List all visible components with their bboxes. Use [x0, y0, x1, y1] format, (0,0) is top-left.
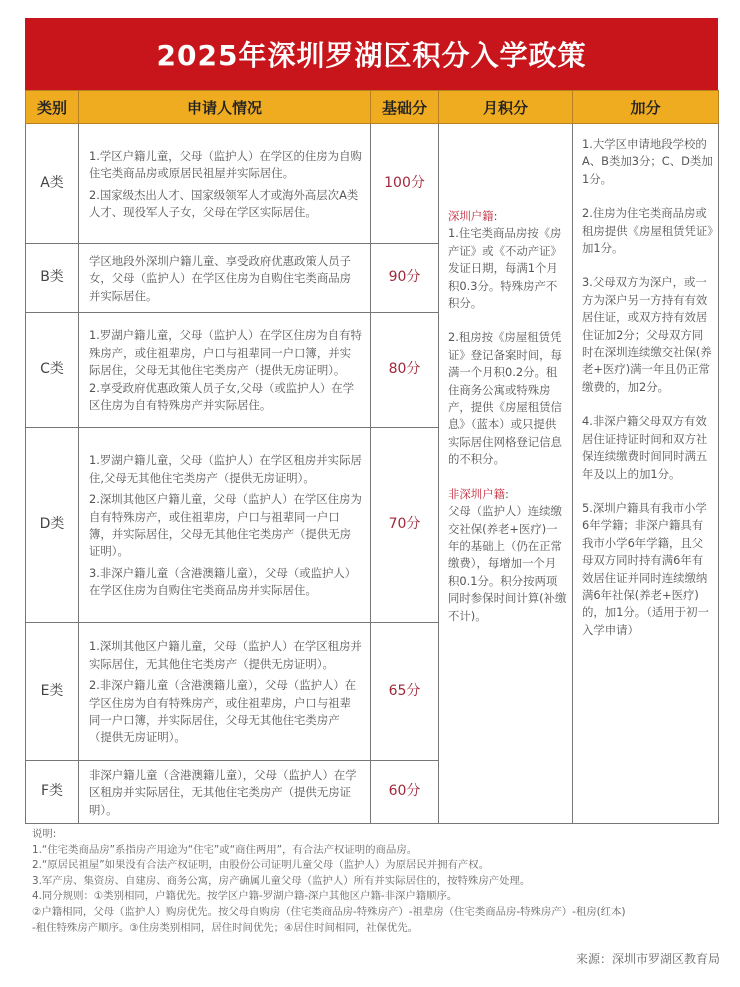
monthly-score-cell [439, 124, 573, 824]
condition-item: 非深户籍儿童（含港澳籍儿童），父母（监护人）在学区租房并实际居住，无其他住宅类房产（提供无房证明）。 [89, 768, 357, 817]
label-colon: : [493, 209, 498, 223]
bonus-item: 4.非深户籍父母双方有效居住证持证时间和双方社保连续缴费时间同时满五年及以上的加1分。 [582, 414, 708, 481]
monthly-item: 1.住宅类商品房按《房产证》或《不动产证》发证日期，每满1个月积0.3分。特殊房产不积分。 [448, 226, 562, 311]
notes-section [32, 827, 722, 936]
condition-cell [79, 623, 371, 761]
condition-cell [79, 428, 371, 623]
base-score-cell: 90分 [371, 244, 439, 313]
non-shenzhen-hukou-label: 非深圳户籍 [448, 486, 505, 501]
base-score-cell: 70分 [371, 428, 439, 623]
condition-item: 1.学区户籍儿童，父母（监护人）在学区的住房为自购住宅类商品房或原居民祖屋并实际居住。 [89, 148, 362, 181]
note-line: 3.军产房、集资房、自建房、商务公寓，房产确属儿童父母（监护人）所有并实际居住的，按特殊房产处理。 [32, 874, 531, 887]
policy-table [25, 90, 719, 824]
category-cell: E类 [26, 623, 79, 761]
monthly-item: 父母（监护人）连续缴交社保(养老+医疗)一年的基础上（仍在正常缴费），每增加一个月积0.1分。积分按两项同时参保时间计算(补缴不计)。 [448, 504, 567, 623]
bonus-item: 2.住房为住宅类商品房或租房提供《房屋租赁凭证》加1分。 [582, 206, 713, 256]
condition-item: 学区地段外深圳户籍儿童、享受政府优惠政策人员子女，父母（监护人）在学区住房为自购住宅类商品房并实际居住。 [89, 253, 351, 303]
monthly-item: 2.租房按《房屋租赁凭证》登记备案时间，每满一个月积0.2分。租住商务公寓或特殊房产，提供《房屋租赁信息》（蓝本）或只提供实际居住网格登记信息的不积分。 [448, 330, 562, 467]
note-line: 1.“住宅类商品房”系指房产用途为“住宅”或“商住两用”，有合法产权证明的商品房。 [32, 843, 418, 856]
header-bonus: 加分 [573, 91, 719, 124]
base-score-cell: 60分 [371, 761, 439, 824]
category-cell: C类 [26, 313, 79, 428]
base-score-cell: 80分 [371, 313, 439, 428]
condition-item: 1.罗湖户籍儿童，父母（监护人）在学区租房并实际居住,父母无其他住宅类房产（提供无房证明）。 [89, 453, 362, 485]
note-line: ②户籍相同，父母（监护人）购房优先。按父母自购房（住宅类商品房-特殊房产）-祖辈房（住宅类商品房-特殊房产）-租房(红本) [32, 905, 626, 918]
shenzhen-hukou-label: 深圳户籍 [448, 209, 494, 223]
base-score-cell: 65分 [371, 623, 439, 761]
category-cell: A类 [26, 124, 79, 244]
condition-cell [79, 761, 371, 824]
condition-item: 3.非深户籍儿童（含港澳籍儿童），父母（或监护人）在学区住房为自购住宅类商品房并实际居住。 [89, 565, 357, 598]
condition-item: 2.非深户籍儿童（含港澳籍儿童），父母（监护人）在学区住房为自有特殊房产，或住祖辈房，户口与祖辈同一户口簿，并实际居住，父母无其他住宅类房产（提供无房证明）。 [89, 678, 357, 745]
note-line: -租住特殊房产顺序。③住房类别相同，居住时间优先；④居住时间相同，社保优先。 [32, 921, 419, 934]
bonus-item: 1.大学区申请地段学校的A、B类加3分；C、D类加1分。 [582, 137, 713, 186]
condition-item: 1.深圳其他区户籍儿童，父母（监护人）在学区租房并实际居住，无其他住宅类房产（提供无房证明）。 [89, 639, 362, 671]
header-base: 基础分 [371, 91, 439, 124]
condition-item: 2.深圳其他区户籍儿童，父母（监护人）在学区住房为自有特殊房产，或住祖辈房，户口与祖辈同一户口簿，并实际居住，父母无其他住宅类房产（提供无房证明）。 [89, 492, 362, 559]
title-banner [25, 18, 718, 90]
condition-cell [79, 313, 371, 428]
header-condition: 申请人情况 [79, 91, 371, 124]
base-score-cell: 100分 [371, 124, 439, 244]
category-cell: F类 [26, 761, 79, 824]
condition-cell [79, 244, 371, 313]
header-monthly: 月积分 [439, 91, 573, 124]
header-category: 类别 [26, 91, 79, 124]
label-colon: : [504, 486, 509, 501]
condition-item: 1.罗湖户籍儿童，父母（监护人）在学区住房为自有特殊房产，或住祖辈房，户口与祖辈同一户口簿，并实际居住，父母无其他住宅类房产（提供无房证明）。 [89, 328, 362, 378]
source-credit: 来源：深圳市罗湖区教育局 [575, 952, 720, 966]
condition-item: 2.享受政府优惠政策人员子女,父母（或监护人）在学区住房为自有特殊房产并实际居住。 [89, 380, 355, 413]
notes-heading: 说明: [32, 828, 57, 840]
condition-cell [79, 124, 371, 244]
note-line: 4.同分规则：①类别相同，户籍优先。按学区户籍-罗湖户籍-深户其他区户籍-非深户籍顺序。 [32, 890, 458, 903]
category-cell: B类 [26, 244, 79, 313]
table-header-row [26, 91, 719, 124]
page-title: 2025年深圳罗湖区积分入学政策 [156, 39, 587, 72]
bonus-item: 3.父母双方为深户，或一方为深户另一方持有有效居住证，或双方持有效居住证加2分；父母双方同时在深圳连续缴交社保(养老+医疗)满一年且仍正常缴费的，加2分。 [582, 275, 712, 394]
bonus-cell [573, 124, 719, 824]
note-line: 2.“原居民祖屋”如果没有合法产权证明，由股份公司证明儿童父母（监护人）为原居民并拥有产权。 [32, 859, 490, 872]
table-row [26, 124, 719, 244]
bonus-item: 5.深圳户籍具有我市小学6年学籍；非深户籍具有我市小学6年学籍，且父母双方同时持有满6年有效居住证并同时连续缴纳满6年社保(养老+医疗)的，加1分。（适用于初一入学申请） [582, 500, 709, 637]
category-cell: D类 [26, 428, 79, 623]
condition-item: 2.国家级杰出人才、国家级领军人才或海外高层次A类人才、现役军人子女，父母在学区实际居住。 [89, 187, 359, 219]
